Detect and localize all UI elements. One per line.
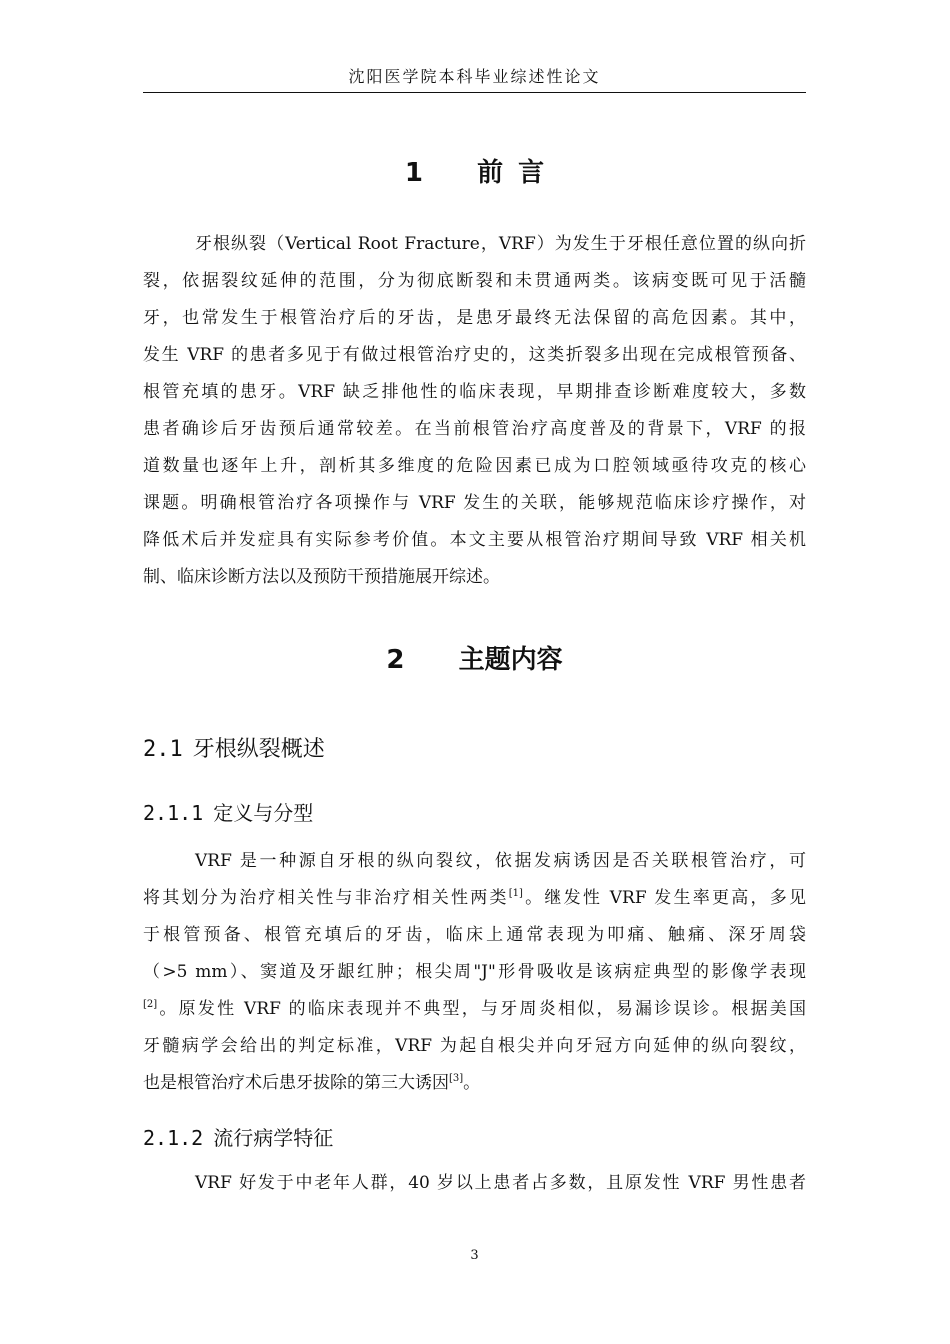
citation: [3]	[449, 1073, 464, 1084]
section-2-heading	[143, 639, 806, 676]
running-header: 沈阳医学院本科毕业综述性论文	[348, 67, 601, 86]
subsection-number: 2.1.1	[143, 801, 204, 825]
subsection-2-1-heading	[143, 732, 806, 763]
section-title: 前 言	[477, 158, 545, 188]
section-number: 1	[404, 158, 423, 188]
paragraph-line: 将其划分为治疗相关性与非治疗相关性两类[1]。继发性 VRF 发生率更高，多见	[143, 888, 806, 908]
paragraph-line: 裂，依据裂纹延伸的范围，分为彻底断裂和未贯通两类。该病变既可见于活髓	[143, 271, 806, 291]
paragraph-line: 也是根管治疗术后患牙拔除的第三大诱因[3]。	[143, 1073, 481, 1093]
section-1-heading	[143, 152, 806, 189]
paragraph-line: 发生 VRF 的患者多见于有做过根管治疗史的，这类折裂多出现在完成根管预备、	[143, 345, 806, 365]
page-number: 3	[470, 1248, 479, 1263]
paragraph-line: 牙，也常发生于根管治疗后的牙齿，是患牙最终无法保留的高危因素。其中，	[143, 308, 806, 328]
section-number: 2	[386, 645, 405, 675]
paragraph-line: 牙根纵裂（Vertical Root Fracture，VRF）为发生于牙根任意位置的纵向折	[195, 234, 806, 254]
paragraph-line: 道数量也逐年上升，剖析其多维度的危险因素已成为口腔领域亟待攻克的核心	[143, 456, 806, 476]
section-title: 主题内容	[458, 645, 563, 675]
paragraph-line: 根管充填的患牙。VRF 缺乏排他性的临床表现，早期排查诊断难度较大，多数	[143, 382, 806, 402]
subsection-title: 牙根纵裂概述	[192, 737, 325, 762]
paragraph-line: 课题。明确根管治疗各项操作与 VRF 发生的关联，能够规范临床诊疗操作，对	[143, 493, 806, 513]
header-rule	[143, 92, 806, 93]
citation: [1]	[508, 888, 523, 899]
paragraph-line: 制、临床诊断方法以及预防干预措施展开综述。	[143, 567, 500, 587]
subsection-number: 2.1.2	[143, 1126, 204, 1150]
subsection-title: 定义与分型	[213, 801, 314, 825]
paragraph-line: 患者确诊后牙齿预后通常较差。在当前根管治疗高度普及的背景下，VRF 的报	[143, 419, 806, 439]
subsection-2-1-1-heading	[143, 797, 806, 826]
subsection-title: 流行病学特征	[213, 1126, 334, 1150]
citation: [2]	[143, 999, 158, 1010]
paragraph-line: （>5 mm）、窦道及牙龈红肿；根尖周"J"形骨吸收是该病症典型的影像学表现	[143, 962, 806, 982]
paragraph-line: VRF 是一种源自牙根的纵向裂纹，依据发病诱因是否关联根管治疗，可	[195, 851, 806, 871]
paragraph-line: 于根管预备、根管充填后的牙齿，临床上通常表现为叩痛、触痛、深牙周袋	[143, 925, 806, 945]
paragraph-line: 牙髓病学会给出的判定标准，VRF 为起自根尖并向牙冠方向延伸的纵向裂纹，	[143, 1036, 806, 1056]
subsection-number: 2.1	[143, 737, 183, 762]
paragraph-line: 降低术后并发症具有实际参考价值。本文主要从根管治疗期间导致 VRF 相关机	[143, 530, 806, 550]
paragraph-line: VRF 好发于中老年人群，40 岁以上患者占多数，且原发性 VRF 男性患者	[195, 1173, 806, 1193]
paragraph-line: [2]。原发性 VRF 的临床表现并不典型，与牙周炎相似，易漏诊误诊。根据美国	[143, 999, 806, 1019]
subsection-2-1-2-heading	[143, 1122, 806, 1151]
